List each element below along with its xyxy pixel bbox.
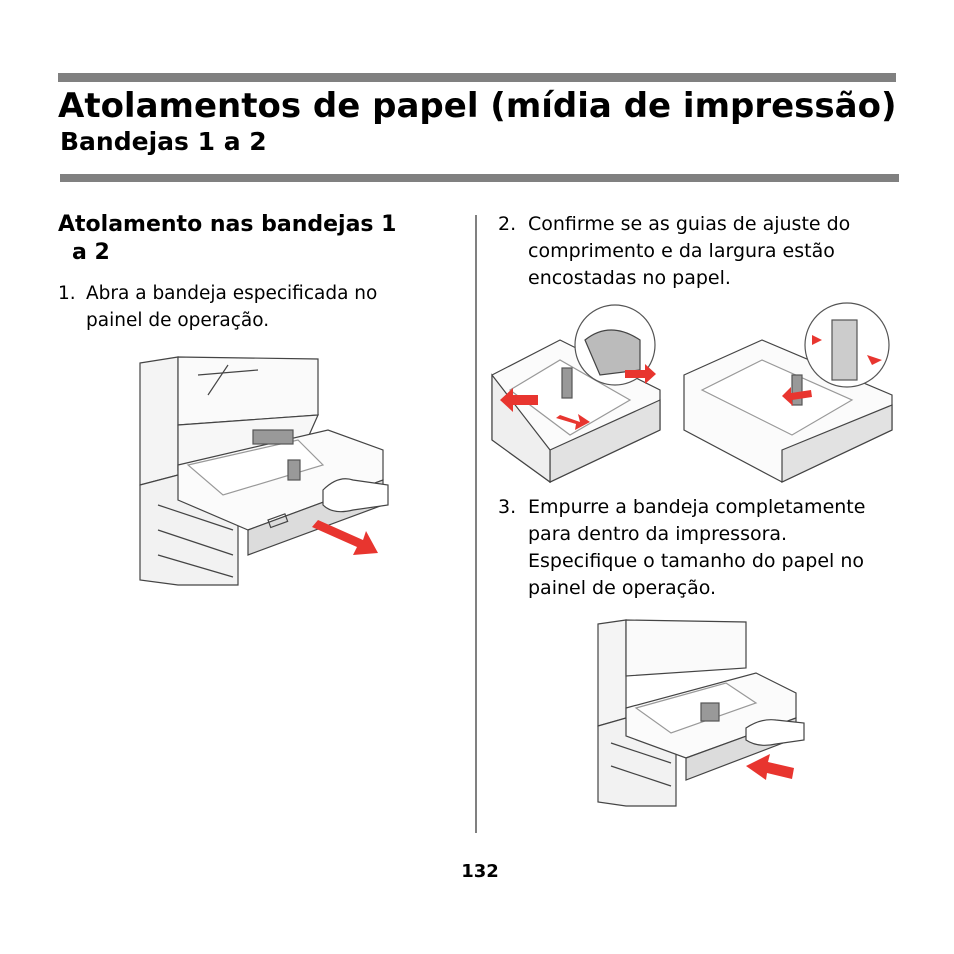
step-number: 2.	[498, 213, 517, 235]
step-number: 3.	[498, 496, 517, 518]
tray-length-guide-illustration	[490, 300, 666, 485]
step-text-line: Confirme se as guias de ajuste do	[528, 213, 851, 235]
printer-tray-open-illustration	[138, 355, 393, 595]
step-text-line: para dentro da impressora.	[528, 523, 788, 545]
header-rule-bottom	[60, 174, 899, 182]
step-2	[498, 211, 898, 292]
step-1	[58, 280, 448, 334]
page-title: Atolamentos de papel (mídia de impressão)	[58, 86, 897, 126]
page-number: 132	[461, 861, 499, 882]
step-text-line: Empurre a bandeja completamente	[528, 496, 866, 518]
page-subtitle: Bandejas 1 a 2	[60, 127, 267, 156]
section-heading	[58, 211, 458, 267]
step-text-line: comprimento e da largura estão	[528, 240, 835, 262]
column-divider	[475, 215, 477, 833]
tray-width-guide-illustration	[682, 300, 896, 485]
header-rule-top	[58, 73, 896, 82]
printer-tray-close-illustration	[596, 618, 806, 810]
step-number: 1.	[58, 283, 76, 304]
section-heading-line2: a 2	[72, 240, 110, 265]
step-text-line: encostadas no papel.	[528, 267, 731, 289]
step-text-line: Especifique o tamanho do papel no	[528, 550, 864, 572]
step-text-line: painel de operação.	[528, 577, 717, 599]
section-heading-line1: Atolamento nas bandejas 1	[58, 212, 397, 237]
step-text-line: painel de operação.	[86, 310, 270, 331]
step-3	[498, 494, 898, 602]
step-text-line: Abra a bandeja especificada no	[86, 283, 378, 304]
